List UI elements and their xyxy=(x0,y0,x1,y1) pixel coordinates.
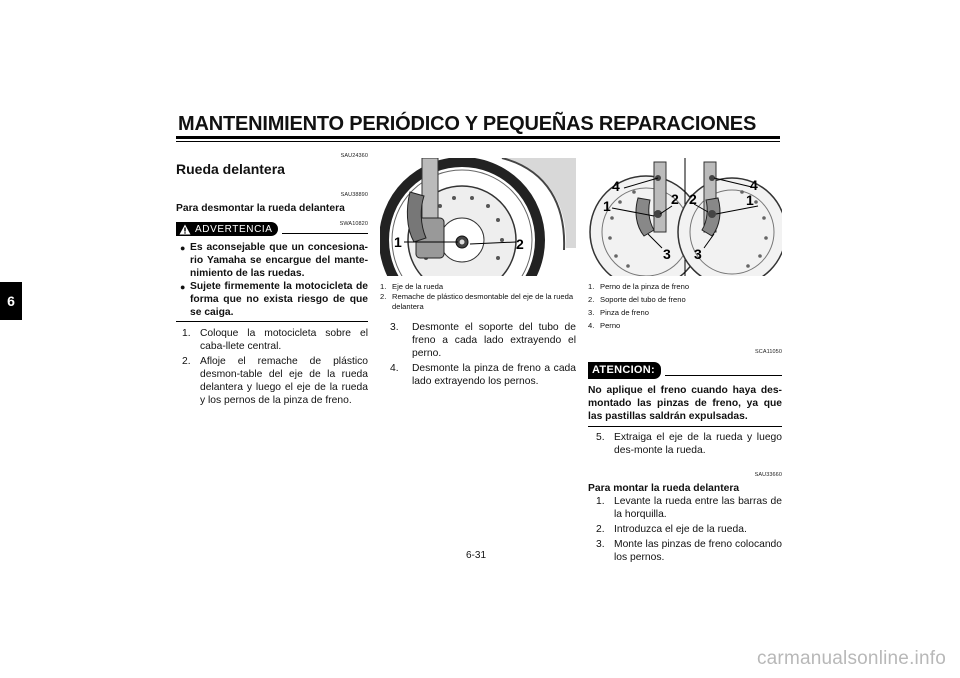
photo-callout-number: 2 xyxy=(671,191,679,207)
bullet-dot-icon: ● xyxy=(180,243,186,253)
warning-triangle-icon xyxy=(179,224,191,235)
left-column xyxy=(176,150,368,407)
photo-callout-number: 2 xyxy=(516,236,524,252)
bullet-dot-icon: ● xyxy=(180,282,186,292)
caution-rule xyxy=(665,375,782,376)
photo-captions xyxy=(588,282,782,331)
reference-code: SWA10820 xyxy=(339,221,368,227)
steps-list xyxy=(380,321,576,388)
page-header-title: MANTENIMIENTO PERIÓDICO Y PEQUEÑAS REPARACIONES xyxy=(178,113,757,135)
brake-caliper-photos xyxy=(588,158,782,276)
watermark: carmanualsonline.info xyxy=(756,648,946,669)
warning-label: ADVERTENCIA xyxy=(195,223,273,235)
chapter-tab: 6 xyxy=(0,282,22,320)
caption-item: 1. Perno de la pinza de freno xyxy=(588,282,690,291)
right-column xyxy=(588,282,782,564)
step-item: 1. Levante la rueda entre las barras de la horquilla. xyxy=(596,496,782,520)
step-item: 1. Coloque la motocicleta sobre el caba-llete central. xyxy=(182,328,368,352)
step-item: 2. Introduzca el eje de la rueda. xyxy=(596,524,747,535)
step-item: 4. Desmonte la pinza de freno a cada lado extrayendo los pernos. xyxy=(390,363,576,387)
caption-item: 2. Remache de plástico desmontable del eje de la rueda delantera xyxy=(380,292,574,311)
steps-list xyxy=(588,495,782,564)
photo-callout-number: 1 xyxy=(394,234,402,250)
step-item: 2. Afloje el remache de plástico desmon-table del eje de la rueda delantera y luego el eje de la rueda y los pernos de la pinza de freno. xyxy=(182,356,368,406)
caution-end-rule xyxy=(588,426,782,427)
photo-callout-number: 3 xyxy=(694,246,702,262)
step-item: 3. Monte las pinzas de freno colocando los pernos. xyxy=(596,539,782,563)
photo-callout-number: 4 xyxy=(750,177,758,193)
reference-code: SCA11050 xyxy=(755,349,782,355)
page-number: 6-31 xyxy=(466,550,487,561)
caption-item: 1. Eje de la rueda xyxy=(380,282,444,291)
header-rule-thin xyxy=(176,141,780,142)
warning-bullet: ● Sujete firmemente la motocicleta de forma que no exista riesgo de que se caiga. xyxy=(180,281,368,318)
photo-callout-number: 2 xyxy=(689,191,697,207)
caption-item: 4. Perno xyxy=(588,321,621,330)
front-wheel-photo xyxy=(380,158,576,276)
warning-badge xyxy=(176,222,278,236)
warning-rule xyxy=(282,233,368,234)
photo-captions xyxy=(380,282,576,312)
reference-code: SAU24360 xyxy=(340,153,368,159)
photo-callout-number: 4 xyxy=(612,178,620,194)
step-item: 3. Desmonte el soporte del tubo de freno a cada lado extrayendo el perno. xyxy=(390,322,576,359)
photo-callout-number: 1 xyxy=(603,198,611,214)
warning-bullet: ● Es aconsejable que un concesiona-rio Yamaha se encargue del mante-nimiento de las ruedas. xyxy=(180,242,368,279)
caution-header xyxy=(588,362,782,379)
warning-end-rule xyxy=(176,321,368,322)
steps-list xyxy=(176,327,368,407)
subsection-title: Para desmontar la rueda delantera xyxy=(176,203,345,214)
middle-column xyxy=(380,282,576,388)
caution-badge: ATENCION: xyxy=(588,362,661,379)
step-item: 5. Extraiga el eje de la rueda y luego des-monte la rueda. xyxy=(596,432,782,456)
section-title: Rueda delantera xyxy=(176,161,285,177)
reference-code: SAU38890 xyxy=(340,192,368,198)
caption-item: 2. Soporte del tubo de freno xyxy=(588,295,686,304)
header-rule xyxy=(176,136,780,139)
caption-item: 3. Pinza de freno xyxy=(588,308,649,317)
reference-code: SAU33660 xyxy=(754,472,782,478)
subsection-title: Para montar la rueda delantera xyxy=(588,483,740,494)
caution-text: No aplique el freno cuando haya des-montado las pinzas de freno, ya que las pastillas saldrán expulsadas. xyxy=(588,385,782,422)
photo-callout-number: 3 xyxy=(663,246,671,262)
warning-bullets xyxy=(176,241,368,319)
photo-callout-number: 1 xyxy=(746,192,754,208)
